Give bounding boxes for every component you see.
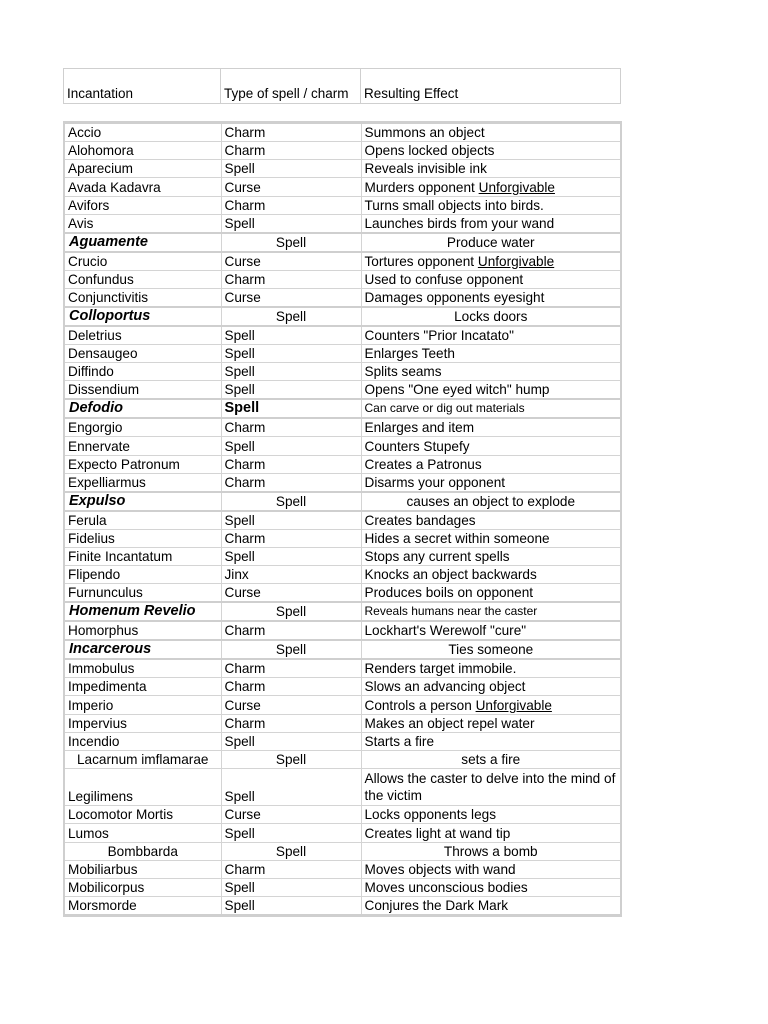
table-row: [64, 769, 621, 806]
effect-cell: [361, 363, 621, 381]
type-cell: Charm: [221, 473, 361, 492]
effect-text: Produces boils on opponent: [364, 585, 534, 601]
effect-cell: [361, 640, 621, 659]
type-cell: Jinx: [221, 566, 361, 584]
effect-cell: [361, 732, 621, 750]
effect-cell: [361, 307, 621, 326]
type-cell: Spell: [221, 214, 361, 233]
table-row: [64, 288, 621, 307]
effect-cell: [361, 584, 621, 603]
table-row: [64, 233, 621, 252]
type-cell: Spell: [221, 437, 361, 455]
table-row: [64, 307, 621, 326]
type-cell: Spell: [221, 344, 361, 362]
effect-text: Counters Stupefy: [364, 438, 470, 454]
effect-cell: [361, 288, 621, 307]
type-cell: Charm: [221, 659, 361, 678]
effect-cell: [361, 547, 621, 565]
effect-text: Slows an advancing object: [364, 679, 526, 695]
table-row: [64, 806, 621, 824]
incantation-cell: Accio: [64, 123, 221, 142]
type-cell: Spell: [221, 307, 361, 326]
type-cell: Charm: [221, 418, 361, 437]
table-row: [64, 714, 621, 732]
type-cell: Spell: [221, 160, 361, 178]
incantation-cell: Finite Incantatum: [64, 547, 221, 565]
incantation-cell: Impervius: [64, 714, 221, 732]
effect-text: sets a fire: [461, 752, 521, 768]
effect-text: Moves unconscious bodies: [364, 880, 528, 896]
effect-text: Makes an object repel water: [364, 715, 535, 731]
table-row: [64, 455, 621, 473]
effect-cell: [361, 566, 621, 584]
effect-cell: [361, 344, 621, 362]
incantation-cell: Crucio: [64, 252, 221, 271]
table-row: [64, 511, 621, 530]
effect-text: Creates light at wand tip: [364, 825, 511, 841]
effect-text: Conjures the Dark Mark: [364, 898, 509, 914]
effect-cell: [361, 751, 621, 769]
effect-cell: [361, 381, 621, 400]
effect-cell: [361, 142, 621, 160]
effect-text: Lockhart's Werewolf "cure": [364, 623, 527, 639]
effect-text: Stops any current spells: [364, 549, 510, 565]
type-cell: Curse: [221, 178, 361, 196]
incantation-cell: Defodio: [64, 399, 221, 418]
effect-text: Summons an object: [364, 125, 485, 140]
effect-cell: [361, 878, 621, 896]
table-row: [64, 584, 621, 603]
effect-text: Renders target immobile.: [364, 661, 517, 677]
type-cell: Charm: [221, 860, 361, 878]
header-effect: Resulting Effect: [361, 69, 621, 104]
effect-cell: [361, 123, 621, 142]
effect-cell: [361, 714, 621, 732]
table-row: [64, 381, 621, 400]
table-row: [64, 878, 621, 896]
table-row: [64, 418, 621, 437]
type-cell: Spell: [221, 769, 361, 806]
effect-text: Used to confuse opponent: [364, 271, 524, 287]
effect-text: Opens "One eyed witch" hump: [364, 382, 550, 398]
effect-text: Controls a person: [364, 697, 472, 713]
effect-text: Reveals humans near the caster: [364, 604, 538, 619]
incantation-cell: Incendio: [64, 732, 221, 750]
type-cell: Spell: [221, 399, 361, 418]
effect-text: Can carve or dig out materials: [364, 401, 525, 416]
incantation-cell: Avis: [64, 214, 221, 233]
incantation-cell: Impedimenta: [64, 678, 221, 696]
effect-text: Locks opponents legs: [364, 807, 496, 823]
table-row: [64, 659, 621, 678]
incantation-cell: Fidelius: [64, 529, 221, 547]
incantation-cell: Alohomora: [64, 142, 221, 160]
effect-text: Counters "Prior Incatato": [364, 327, 514, 343]
spell-table: [63, 121, 622, 917]
effect-text: causes an object to explode: [406, 493, 576, 509]
table-row: [64, 492, 621, 511]
table-row: [64, 529, 621, 547]
table-row: [64, 473, 621, 492]
table-row: [64, 897, 621, 916]
effect-text: Reveals invisible ink: [364, 161, 487, 177]
effect-text: Damages opponents eyesight: [364, 289, 545, 305]
effect-text: Moves objects with wand: [364, 861, 516, 877]
table-row: [64, 751, 621, 769]
incantation-cell: Mobiliarbus: [64, 860, 221, 878]
incantation-cell: Expelliarmus: [64, 473, 221, 492]
effect-cell: [361, 860, 621, 878]
unforgivable-note: Unforgivable: [477, 253, 555, 269]
type-cell: Charm: [221, 455, 361, 473]
table-row: [64, 363, 621, 381]
effect-cell: [361, 806, 621, 824]
type-cell: Curse: [221, 806, 361, 824]
incantation-cell: Lumos: [64, 824, 221, 842]
incantation-cell: Homorphus: [64, 621, 221, 640]
effect-text: Enlarges and item: [364, 420, 475, 436]
incantation-cell: Immobulus: [64, 659, 221, 678]
effect-cell: [361, 455, 621, 473]
type-cell: Charm: [221, 529, 361, 547]
effect-text: Ties someone: [448, 642, 534, 658]
effect-cell: [361, 437, 621, 455]
incantation-cell: Deletrius: [64, 326, 221, 345]
incantation-cell: Densaugeo: [64, 344, 221, 362]
effect-text: Tortures opponent: [364, 253, 475, 269]
effect-cell: [361, 529, 621, 547]
effect-cell: [361, 214, 621, 233]
type-cell: Spell: [221, 511, 361, 530]
incantation-cell: Locomotor Mortis: [64, 806, 221, 824]
table-row: [64, 142, 621, 160]
effect-text: Turns small objects into birds.: [364, 197, 544, 213]
table-row: [64, 842, 621, 860]
table-row: [64, 344, 621, 362]
spell-table-body: [64, 123, 621, 916]
type-cell: Charm: [221, 270, 361, 288]
type-cell: Charm: [221, 196, 361, 214]
incantation-cell: Morsmorde: [64, 897, 221, 916]
effect-text: Throws a bomb: [443, 843, 538, 859]
incantation-cell: Engorgio: [64, 418, 221, 437]
incantation-cell: Expecto Patronum: [64, 455, 221, 473]
header-row: [64, 69, 621, 104]
effect-text: Starts a fire: [364, 734, 435, 749]
type-cell: Spell: [221, 732, 361, 750]
effect-cell: [361, 769, 621, 806]
effect-text: Knocks an object backwards: [364, 567, 537, 583]
effect-text: Hides a secret within someone: [364, 530, 550, 546]
incantation-cell: Diffindo: [64, 363, 221, 381]
effect-cell: [361, 178, 621, 196]
incantation-cell: Aparecium: [64, 160, 221, 178]
effect-cell: [361, 418, 621, 437]
effect-cell: [361, 659, 621, 678]
incantation-cell: Confundus: [64, 270, 221, 288]
effect-text: Enlarges Teeth: [364, 346, 455, 362]
type-cell: Curse: [221, 252, 361, 271]
effect-cell: [361, 270, 621, 288]
incantation-cell: Mobilicorpus: [64, 878, 221, 896]
type-cell: Charm: [221, 142, 361, 160]
table-row: [64, 178, 621, 196]
effect-cell: [361, 160, 621, 178]
effect-text: Launches birds from your wand: [364, 215, 555, 231]
table-row: [64, 678, 621, 696]
incantation-cell: Incarcerous: [64, 640, 221, 659]
effect-text: Splits seams: [364, 364, 442, 380]
incantation-cell: Avifors: [64, 196, 221, 214]
effect-text: Disarms your opponent: [364, 474, 506, 490]
effect-cell: [361, 511, 621, 530]
type-cell: Spell: [221, 842, 361, 860]
effect-cell: [361, 492, 621, 511]
effect-text: Locks doors: [454, 308, 528, 324]
table-row: [64, 270, 621, 288]
type-cell: Spell: [221, 492, 361, 511]
type-cell: Spell: [221, 878, 361, 896]
effect-text: Creates a Patronus: [364, 456, 482, 472]
type-cell: Spell: [221, 547, 361, 565]
incantation-cell: Legilimens: [64, 769, 221, 806]
effect-text: Murders opponent: [364, 179, 475, 195]
incantation-cell: Homenum Revelio: [64, 602, 221, 621]
effect-cell: [361, 602, 621, 621]
table-row: [64, 252, 621, 271]
table-row: [64, 621, 621, 640]
effect-cell: [361, 842, 621, 860]
table-row: [64, 696, 621, 714]
effect-cell: [361, 473, 621, 492]
header-type: Type of spell / charm: [221, 69, 361, 104]
type-cell: Spell: [221, 363, 361, 381]
effect-text: Opens locked objects: [364, 143, 495, 159]
incantation-cell: Bombbarda: [64, 842, 221, 860]
effect-cell: [361, 897, 621, 916]
table-row: [64, 160, 621, 178]
unforgivable-note: Unforgivable: [475, 697, 552, 713]
incantation-cell: Colloportus: [64, 307, 221, 326]
type-cell: Spell: [221, 233, 361, 252]
type-cell: Spell: [221, 602, 361, 621]
effect-cell: [361, 399, 621, 418]
effect-cell: [361, 196, 621, 214]
incantation-cell: Lacarnum imflamarae: [64, 751, 221, 769]
type-cell: Curse: [221, 696, 361, 714]
table-row: [64, 640, 621, 659]
type-cell: Spell: [221, 824, 361, 842]
incantation-cell: Ennervate: [64, 437, 221, 455]
table-row: [64, 399, 621, 418]
table-row: [64, 732, 621, 750]
type-cell: Spell: [221, 751, 361, 769]
effect-cell: [361, 233, 621, 252]
effect-cell: [361, 326, 621, 345]
type-cell: Curse: [221, 288, 361, 307]
table-row: [64, 860, 621, 878]
type-cell: Charm: [221, 678, 361, 696]
effect-cell: [361, 678, 621, 696]
table-row: [64, 602, 621, 621]
type-cell: Curse: [221, 584, 361, 603]
header-incantation: Incantation: [64, 69, 221, 104]
header-table: [63, 68, 621, 104]
table-row: [64, 824, 621, 842]
effect-text: Produce water: [446, 234, 535, 250]
table-row: [64, 196, 621, 214]
table-row: [64, 547, 621, 565]
incantation-cell: Avada Kadavra: [64, 178, 221, 196]
type-cell: Charm: [221, 621, 361, 640]
table-row: [64, 123, 621, 142]
effect-cell: [361, 824, 621, 842]
incantation-cell: Aguamente: [64, 233, 221, 252]
type-cell: Charm: [221, 123, 361, 142]
table-row: [64, 566, 621, 584]
type-cell: Spell: [221, 381, 361, 400]
type-cell: Spell: [221, 897, 361, 916]
incantation-cell: Furnunculus: [64, 584, 221, 603]
type-cell: Spell: [221, 326, 361, 345]
effect-cell: [361, 696, 621, 714]
type-cell: Charm: [221, 714, 361, 732]
effect-text: Creates bandages: [364, 512, 476, 528]
table-row: [64, 437, 621, 455]
incantation-cell: Expulso: [64, 492, 221, 511]
incantation-cell: Ferula: [64, 511, 221, 530]
effect-text: Allows the caster to delve into the mind of the victim: [364, 771, 616, 804]
incantation-cell: Flipendo: [64, 566, 221, 584]
effect-cell: [361, 621, 621, 640]
incantation-cell: Conjunctivitis: [64, 288, 221, 307]
incantation-cell: Imperio: [64, 696, 221, 714]
table-row: [64, 214, 621, 233]
table-row: [64, 326, 621, 345]
type-cell: Spell: [221, 640, 361, 659]
unforgivable-note: Unforgivable: [478, 179, 555, 195]
effect-cell: [361, 252, 621, 271]
incantation-cell: Dissendium: [64, 381, 221, 400]
